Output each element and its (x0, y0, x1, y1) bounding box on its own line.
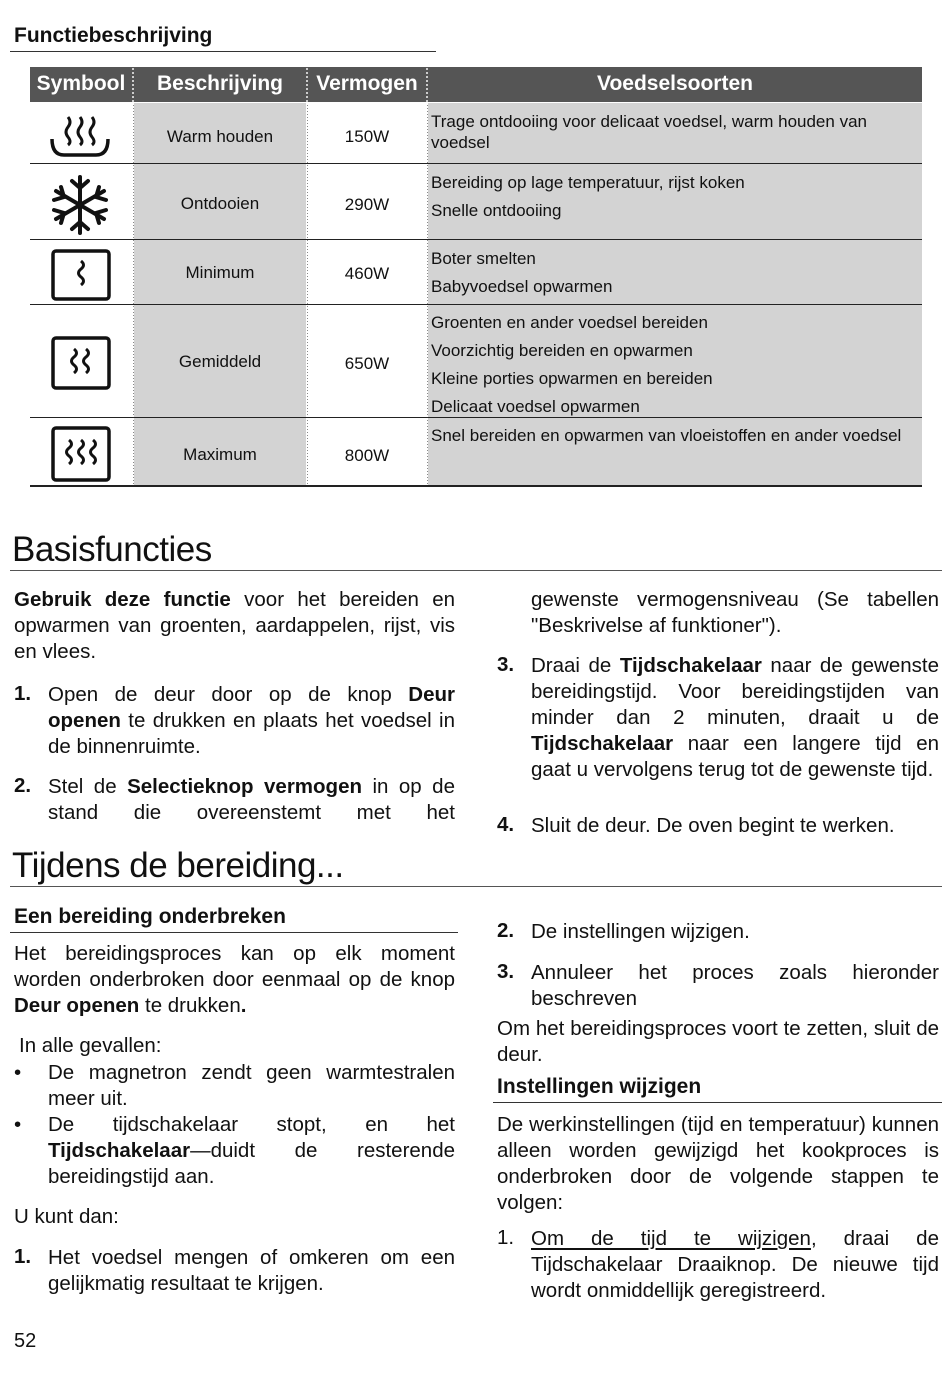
page-number: 52 (14, 1330, 37, 1352)
row-power: 460W (344, 264, 390, 283)
divider (10, 886, 942, 887)
row-description: Ontdooien (180, 194, 260, 213)
you-can-label: U kunt dan: (14, 1205, 119, 1228)
step-number: 2. (497, 919, 515, 942)
power-min-icon (50, 248, 112, 302)
power-max-icon (50, 425, 112, 483)
bullet-text: De tijdschakelaar stopt, en het (48, 1113, 455, 1136)
row-power: 650W (344, 354, 390, 373)
settings-text: De werkinstellingen (tijd en temperatuur) kunnen alleen worden gewijzigd het kookproces is onderbroken door de volgende stappen te volgen: (497, 1113, 939, 1214)
step-text: Stel de (48, 775, 128, 798)
option-2: De instellingen wijzigen. (531, 920, 750, 943)
warm-hold-icon (48, 109, 112, 159)
intro-text: voor het bereiden en opwarmen van groenten, aardappelen, rijst, vis en vlees. (14, 588, 455, 663)
header-foods: Voedselsoorten (597, 72, 753, 95)
table-header (30, 67, 922, 102)
step-number: 1. (14, 1245, 32, 1268)
row-power: 290W (344, 195, 390, 214)
step-number: 4. (497, 813, 515, 836)
step-text: in op de stand die overeenstemt met het (48, 775, 455, 824)
row-foods (431, 172, 911, 228)
step-text: , draai de Tijdschakelaar Draaiknop. De nieuwe tijd wordt onmiddellijk geregistreerd. (531, 1227, 939, 1302)
change-time-text: Om de tijd te wijzigen (531, 1227, 811, 1250)
power-selector-label: Selectieknop vermogen (127, 775, 362, 798)
table-row (30, 240, 922, 304)
divider (10, 51, 436, 52)
table-row (30, 103, 922, 163)
change-step-1 (531, 1226, 939, 1304)
table-row (30, 164, 922, 239)
food-item: Boter smelten (431, 249, 536, 268)
food-item: Groenten en ander voedsel bereiden (431, 313, 708, 332)
door-open-button-label: Deur openen (14, 994, 140, 1017)
bullet-icon: • (14, 1061, 22, 1084)
option-1: Het voedsel mengen of omkeren om een gelijkmatig resultaat te krijgen. (48, 1246, 455, 1295)
divider (10, 570, 942, 571)
header-power: Vermogen (316, 72, 418, 95)
paragraph-text: Het bereidingsproces kan op elk moment worden onderbroken door eenmaal op de knop (14, 942, 455, 991)
step-4: Sluit de deur. De oven begint te werken. (531, 814, 895, 837)
food-item: Snelle ontdooiing (431, 201, 562, 220)
divider (10, 932, 458, 933)
food-item: Delicaat voedsel opwarmen (431, 397, 640, 416)
step-text: Open de deur door op de knop (48, 683, 409, 706)
table-row (30, 305, 922, 417)
bullet-text: —duidt de resterende bereidingstijd aan. (48, 1139, 455, 1188)
paragraph-text: te drukken (139, 994, 241, 1017)
step-number: 1. (497, 1226, 515, 1249)
door-open-button-label: Deur openen (48, 683, 455, 732)
step-text: naar een langere tijd en gaat u vervolgens terug tot de gewenste tijd. (531, 732, 939, 781)
section-title-function: Functiebeschrijving (14, 24, 213, 47)
option-3: Annuleer het proces zoals hieronder beschreven (531, 961, 939, 1010)
step-1 (48, 682, 455, 760)
resume-text: Om het bereidingsproces voort te zetten, sluit de deur. (497, 1017, 939, 1066)
food-item: Voorzichtig bereiden en opwarmen (431, 341, 693, 360)
step-2 (48, 774, 455, 826)
row-foods (431, 248, 911, 304)
food-item: Trage ontdooiing voor delicaat voedsel, warm houden van voedsel (431, 112, 867, 152)
food-item: Babyvoedsel opwarmen (431, 277, 613, 296)
all-cases-label: In alle gevallen: (19, 1034, 162, 1057)
row-foods (431, 425, 911, 453)
intro-bold: Gebruik deze functie (14, 588, 231, 611)
section-title-basis: Basisfuncties (12, 530, 212, 569)
row-power: 800W (344, 446, 390, 465)
step-text: naar de gewenste bereidingstijd. Voor bereidingstijden van minder dan 2 minuten, draait u de (531, 654, 939, 729)
function-table (30, 67, 922, 487)
paragraph-text: . (240, 994, 247, 1017)
snowflake-icon (48, 174, 112, 236)
header-description: Beschrijving (156, 72, 284, 95)
basis-intro (14, 587, 455, 665)
row-description: Gemiddeld (178, 352, 262, 371)
bullet-item (48, 1112, 455, 1190)
row-description: Maximum (183, 445, 257, 464)
interrupt-text (14, 941, 455, 1019)
row-power: 150W (344, 127, 390, 146)
row-foods (431, 111, 911, 160)
header-symbol: Symbool (36, 72, 126, 95)
step-text: Draai de (531, 654, 620, 677)
step-2-continued: gewenste vermogensniveau (Se tabellen "Beskrivelse af funktioner"). (531, 588, 939, 637)
row-description: Minimum (185, 263, 255, 282)
food-item: Kleine porties opwarmen en bereiden (431, 369, 713, 388)
step-text: te drukken en plaats het voedsel in de binnenruimte. (48, 709, 455, 758)
timer-label: Tijdschakelaar (619, 654, 762, 677)
table-bottom-border (30, 485, 922, 487)
step-number: 1. (14, 682, 32, 705)
step-3 (531, 653, 939, 783)
timer-label: Tijdschakelaar (531, 732, 674, 755)
row-description: Warm houden (166, 127, 274, 146)
food-item: Snel bereiden en opwarmen van vloeistoffen en ander voedsel (431, 426, 902, 445)
interrupt-heading: Een bereiding onderbreken (14, 905, 286, 928)
section-title-during: Tijdens de bereiding... (12, 846, 344, 885)
step-number: 2. (14, 774, 32, 797)
bullet-icon: • (14, 1113, 22, 1136)
step-number: 3. (497, 960, 515, 983)
bullet-item: De magnetron zendt geen warmtestralen meer uit. (48, 1061, 455, 1110)
table-row (30, 418, 922, 486)
settings-heading: Instellingen wijzigen (497, 1075, 702, 1098)
food-item: Bereiding op lage temperatuur, rijst koken (431, 173, 745, 192)
row-foods (431, 312, 911, 424)
timer-label: Tijdschakelaar (48, 1139, 191, 1162)
step-number: 3. (497, 653, 515, 676)
divider (493, 1102, 942, 1103)
power-medium-icon (50, 335, 112, 391)
